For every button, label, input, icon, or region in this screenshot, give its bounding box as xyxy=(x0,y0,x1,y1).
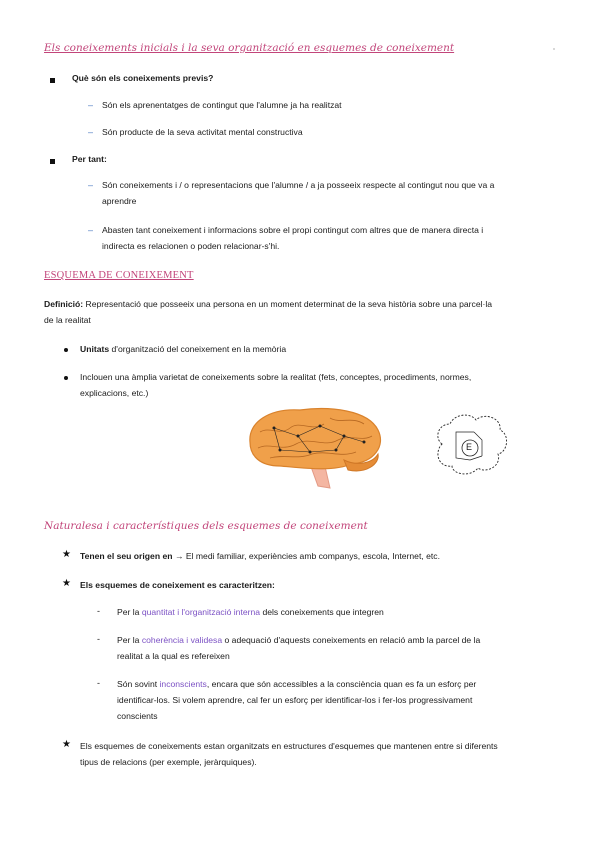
char-item-3-post: , encara que són accessibles a la consciència quan es fa un esforç per xyxy=(206,679,477,689)
q1-item-1: Són els aprenentatges de contingut que l'alumne ja ha realitzat xyxy=(102,100,342,110)
origin-arrow: → xyxy=(172,551,186,561)
q1-item-2: Són producte de la seva activitat mental constructiva xyxy=(102,127,303,137)
brain-illustration xyxy=(240,402,390,492)
unitats-bold: Unitats xyxy=(80,344,110,354)
brain-cortex xyxy=(250,409,381,469)
structures-line-2: tipus de relacions (per exemple, jeràrquiques). xyxy=(80,757,257,767)
dash-bullet-icon: - xyxy=(97,678,100,688)
q2-item-2-line-1: Abasten tant coneixement i informacions sobre el propi contingut com altres que de manera directa i xyxy=(102,225,484,235)
char-item-1-post: dels coneixements que integren xyxy=(260,607,384,617)
schema-label: E xyxy=(466,442,473,452)
star-icon: ★ xyxy=(62,578,71,589)
char-item-3-pre: Són sovint xyxy=(117,679,160,689)
origin-bold: Tenen el seu origen en xyxy=(80,551,173,561)
definition-text: Representació que posseeix una persona en un moment determinat de la seva història sobre una parcel·la xyxy=(83,299,493,309)
char-item-1-pre: Per la xyxy=(117,607,142,617)
q2-item-1-line-1: Són coneixements i / o representacions que l'alumne / a ja posseeix respecte al contingut nou que va a xyxy=(102,180,495,190)
page-mark xyxy=(553,48,555,50)
dot-bullet-icon xyxy=(64,376,68,380)
q2-item-1-line-2: aprendre xyxy=(102,196,137,206)
char-item-3-highlight: inconscients xyxy=(159,679,207,689)
char-item-2-post: o adequació d'aquests coneixements en relació amb la parcel de la xyxy=(222,635,481,645)
star-icon: ★ xyxy=(62,739,71,750)
schema-diagram xyxy=(430,410,510,480)
characteristics-heading: Els esquemes de coneixement es caracteritzen: xyxy=(80,580,275,590)
q1-title: Què són els coneixements previs? xyxy=(72,73,214,83)
q2-title: Per tant: xyxy=(72,154,107,164)
structures-line-1: Els esquemes de coneixements estan organitzats en estructures d'esquemes que mantenen entre si diferents xyxy=(80,741,498,751)
dash-bullet-icon: - xyxy=(97,606,100,616)
square-bullet-icon xyxy=(50,159,55,164)
char-item-2-line-2: realitat a la qual es refereixen xyxy=(117,651,230,661)
star-icon: ★ xyxy=(62,549,71,560)
definition-label: Definició: xyxy=(44,299,84,309)
dash-bullet-icon: – xyxy=(88,180,94,190)
section2-title: ESQUEMA DE CONEIXEMENT xyxy=(44,270,194,281)
dash-bullet-icon: - xyxy=(97,634,100,644)
char-item-3-line-1 xyxy=(117,676,557,692)
dash-bullet-icon: – xyxy=(88,100,94,110)
char-item-2-pre: Per la xyxy=(117,635,142,645)
inclouen-line-2: explicacions, etc.) xyxy=(80,388,149,398)
char-item-1 xyxy=(117,604,384,620)
dash-bullet-icon: – xyxy=(88,127,94,137)
char-item-3-line-2: identificar-los. Si volem aprendre, cal fer un esforç per identificar-los i fer-los progressivament xyxy=(117,695,473,705)
section3-title: Naturalesa i característiques dels esquemes de coneixement xyxy=(44,520,368,532)
char-item-2-line-1 xyxy=(117,632,557,648)
definition-line-2: de la realitat xyxy=(44,315,91,325)
section1-title: Els coneixements inicials i la seva organització en esquemes de coneixement xyxy=(44,42,455,54)
dot-bullet-icon xyxy=(64,348,68,352)
inclouen-line-1: Inclouen una àmplia varietat de coneixements sobre la realitat (fets, conceptes, procediments, normes, xyxy=(80,372,472,382)
unitats-bullet xyxy=(80,341,286,357)
origin-rest: El medi familiar, experiències amb companys, escola, Internet, etc. xyxy=(185,551,440,561)
char-item-3-line-3: conscients xyxy=(117,711,158,721)
definition-line-1 xyxy=(44,296,492,312)
q2-item-2-line-2: indirecta es relacionen o poden relacionar-s'hi. xyxy=(102,241,280,251)
square-bullet-icon xyxy=(50,78,55,83)
origin-line xyxy=(80,548,440,564)
char-item-1-highlight: quantitat i l'organització interna xyxy=(141,607,261,617)
dash-bullet-icon: – xyxy=(88,225,94,235)
unitats-rest: d'organització del coneixement en la memòria xyxy=(109,344,287,354)
char-item-2-highlight: coherència i validesa xyxy=(141,635,223,645)
